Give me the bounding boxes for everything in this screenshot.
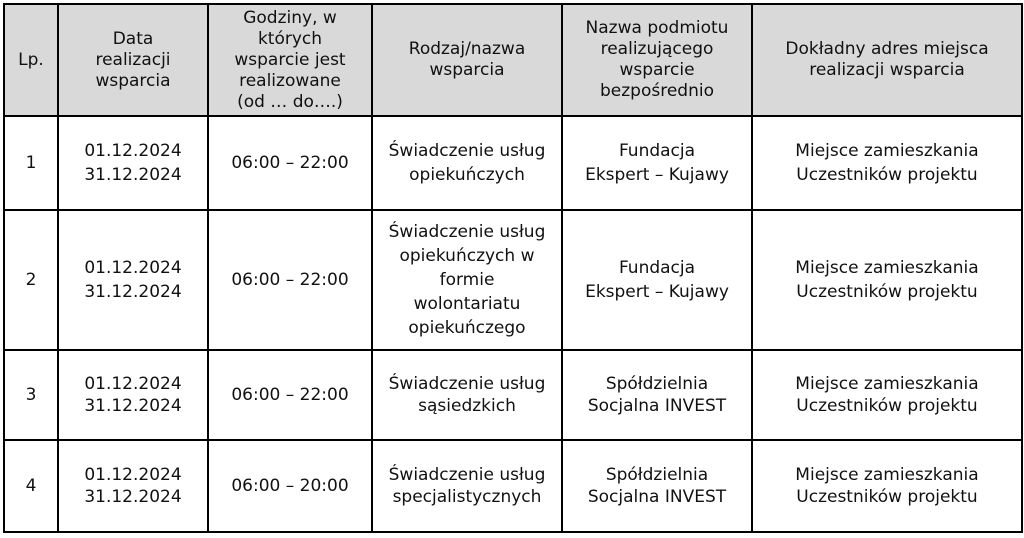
cell-date <box>58 210 208 350</box>
header-hours: Godziny, w których wsparcie jest realizowane (od … do….) <box>208 4 372 116</box>
table-row <box>4 116 1022 210</box>
cell-hours: 06:00 – 22:00 <box>208 210 372 350</box>
cell-entity: Fundacja Ekspert – Kujawy <box>562 210 752 350</box>
cell-type: Świadczenie usług opiekuńczych <box>372 116 562 210</box>
cell-hours: 06:00 – 22:00 <box>208 116 372 210</box>
cell-address: Miejsce zamieszkania Uczestników projektu <box>752 210 1022 350</box>
cell-date <box>58 440 208 532</box>
cell-type: Świadczenie usług specjalistycznych <box>372 440 562 532</box>
cell-lp: 1 <box>4 116 58 210</box>
date-to: 31.12.2024 <box>84 487 182 507</box>
cell-lp: 3 <box>4 350 58 440</box>
header-date: Data realizacji wsparcia <box>58 4 208 116</box>
date-from: 01.12.2024 <box>84 141 182 161</box>
cell-date <box>58 350 208 440</box>
cell-hours: 06:00 – 20:00 <box>208 440 372 532</box>
table-row <box>4 350 1022 440</box>
date-from: 01.12.2024 <box>84 374 182 394</box>
date-from: 01.12.2024 <box>84 465 182 485</box>
cell-address: Miejsce zamieszkania Uczestników projektu <box>752 440 1022 532</box>
cell-hours: 06:00 – 22:00 <box>208 350 372 440</box>
date-to: 31.12.2024 <box>84 396 182 416</box>
date-to: 31.12.2024 <box>84 165 182 185</box>
cell-entity: Spółdzielnia Socjalna INVEST <box>562 350 752 440</box>
cell-date <box>58 116 208 210</box>
header-address: Dokładny adres miejsca realizacji wsparcia <box>752 4 1022 116</box>
cell-lp: 2 <box>4 210 58 350</box>
table-row <box>4 210 1022 350</box>
table-row <box>4 440 1022 532</box>
header-lp: Lp. <box>4 4 58 116</box>
header-entity: Nazwa podmiotu realizującego wsparcie bezpośrednio <box>562 4 752 116</box>
cell-lp: 4 <box>4 440 58 532</box>
cell-address: Miejsce zamieszkania Uczestników projektu <box>752 350 1022 440</box>
cell-type: Świadczenie usług sąsiedzkich <box>372 350 562 440</box>
cell-address: Miejsce zamieszkania Uczestników projektu <box>752 116 1022 210</box>
header-row <box>4 4 1022 116</box>
date-to: 31.12.2024 <box>84 282 182 302</box>
cell-entity: Fundacja Ekspert – Kujawy <box>562 116 752 210</box>
cell-type: Świadczenie usług opiekuńczych w formie wolontariatu opiekuńczego <box>372 210 562 350</box>
header-type: Rodzaj/nazwa wsparcia <box>372 4 562 116</box>
cell-entity: Spółdzielnia Socjalna INVEST <box>562 440 752 532</box>
support-schedule-table <box>3 3 1023 533</box>
date-from: 01.12.2024 <box>84 258 182 278</box>
